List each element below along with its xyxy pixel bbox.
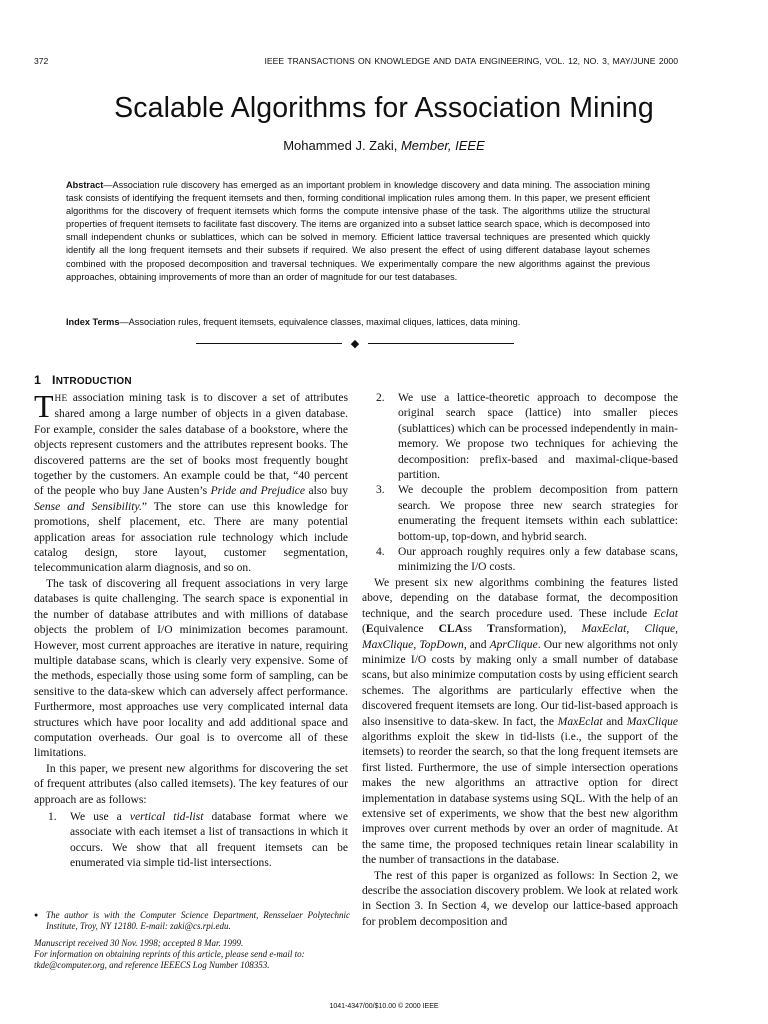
intro-text-c: ” The store can use this knowledge for promotions, shelf placement, etc. There are many potential application areas for association rule technology which include catalog design, store layout, customer segmentation, telecommunication alarm diagnosis, and so on.	[34, 500, 348, 575]
list-item-number: 4.	[376, 546, 385, 559]
section-number: 1	[34, 373, 42, 387]
sep-2: ,	[675, 623, 678, 636]
intro-paragraph-2: The task of discovering all frequent associations in very large databases is quite challenging. The search space is exponential in the number of database attributes and with millions of database objects the problem of I/O minimization becomes paramount. However, most current approaches are iterative in nature, requiring multiple database scans, which is clearly very expensive. Some of the methods, especially those using some form of sampling, can be sensitive to the data-skew which can adversely affect performance. Furthermore, most approaches use very complicated internal data structures which have poor locality and add additional space and computation overheads. Our goal is to overcome all of these limitations.	[34, 577, 348, 760]
index-terms-label: Index Terms	[66, 317, 120, 327]
list-item-number: 2.	[376, 392, 385, 404]
book-title-sense: Sense and Sensibility.	[34, 500, 142, 513]
list-item-number: 3.	[376, 484, 385, 497]
abstract-label: Abstract	[66, 180, 104, 190]
author-name: Mohammed J. Zaki,	[283, 138, 401, 153]
right-paragraph-2: The rest of this paper is organized as follows: In Section 2, we describe the association discovery problem. We look at related work in Section 3. In Section 4, we develop our lattice-based approach for problem decomposition and	[362, 869, 678, 928]
acronym-t: T	[487, 623, 495, 636]
sep-4: , and	[463, 638, 490, 651]
index-terms-text: —Association rules, frequent itemsets, equivalence classes, maximal cliques, lattices, data mining.	[119, 317, 521, 327]
algo-eclat: Eclat	[653, 607, 678, 620]
section-heading	[34, 373, 132, 387]
item4-text: Our approach roughly requires only a few database scans, minimizing the I/O costs.	[398, 546, 678, 574]
footnote-bullet-icon: ●	[34, 911, 39, 919]
page-number: 372	[34, 56, 49, 66]
list-item	[362, 391, 678, 483]
drop-cap: T	[34, 388, 54, 424]
algo-clique: Clique	[644, 623, 676, 636]
right-paragraph-1	[362, 576, 678, 869]
footnote	[34, 910, 350, 971]
book-title-pride: Pride and Prejudice	[210, 485, 306, 498]
intro-text-b: also buy	[305, 485, 348, 498]
algo-maxclique: MaxClique	[362, 638, 414, 651]
intro-text-a: association mining task is to discover a set of attributes shared among a large number of objects in a given database. For example, consider the sales database of a bookstore, where the objects represent customers and the attributes represent books. The discovered patterns are the set of books most frequently bought together by the customers. An example could be that, “40 percent of the people who buy Jane Austen’s	[34, 392, 348, 498]
acronym-rest-2: ss	[463, 623, 488, 636]
rp1-text-b: . Our new algorithms not only minimize I/O costs by making only a small number of database scans, but also minimize computation costs by using efficient search schemes. The algorithms are particularly effective when the discovered frequent itemsets are long. Our tid-list-based approach is also insensitive to data-skew. In fact, the	[362, 638, 678, 728]
feature-list-left	[34, 810, 348, 872]
algo-topdown: TopDown	[419, 638, 464, 651]
rp1-text-a: We present six new algorithms combining the features listed above, depending on the database format, the decomposition technique, and the search procedure used. These include	[362, 576, 678, 620]
algo-maxeclat-2: MaxEclat	[557, 715, 603, 728]
item1-italic: vertical tid-list	[129, 810, 204, 823]
divider-line-right	[368, 343, 514, 344]
algo-maxclique-2: MaxClique	[626, 715, 678, 728]
index-terms	[66, 317, 650, 327]
sep-3: ,	[413, 638, 420, 651]
footnote-author	[34, 910, 350, 933]
item1-text-a: We use a	[70, 810, 130, 823]
acronym-rest-3: ransformation),	[494, 623, 582, 636]
acronym-e: E	[365, 623, 374, 636]
divider-diamond-icon: ◆	[350, 337, 360, 350]
footnote-author-text: The author is with the Computer Science Department, Rensselaer Polytechnic Institute, Troy, NY 12180. E-mail: zaki@cs.rpi.edu.	[46, 910, 350, 932]
feature-list-right	[362, 391, 678, 576]
journal-info: IEEE TRANSACTIONS ON KNOWLEDGE AND DATA ENGINEERING, VOL. 12, NO. 3, MAY/JUNE 2000	[264, 56, 678, 66]
intro-paragraph-3: In this paper, we present new algorithms for discovering the set of frequent attributes (also called itemsets). The key features of our approach are as follows:	[34, 762, 348, 806]
intro-smallcaps: HE	[54, 394, 68, 404]
rp1-paren: (	[362, 623, 366, 636]
section-title-initial: I	[52, 373, 56, 387]
item1-text-b: database format where we associate with each itemset a list of transactions in which it occurs. We show that all frequent itemsets can be enumerated via simple tid-list intersections.	[70, 810, 348, 870]
list-item	[362, 483, 678, 545]
algo-maxeclat: MaxEclat	[581, 623, 627, 636]
section-divider	[196, 337, 514, 351]
footnote-manuscript: Manuscript received 30 Nov. 1998; accepted 8 Mar. 1999.	[34, 937, 244, 948]
abstract-text: —Association rule discovery has emerged as an important problem in knowledge discovery and data mining. The association mining task consists of identifying the frequent itemsets and then, forming conditional implication rules among them. In this paper, we present efficient algorithms for the discovery of frequent itemsets which forms the compute intensive phase of the task. The algorithms utilize the structural properties of frequent itemsets to facilitate fast discovery. The items are organized into a subset lattice search space, which is decomposed into small independent chunks or sublattices, which can be solved in memory. Efficient lattice traversal techniques are presented which quickly identify all the long frequent itemsets and their subsets if required. We also present the effect of using different database layout schemes combined with the proposed decomposition and traversal techniques. We experimentally compare the new algorithms against the previous approaches, obtaining improvements of more than an order of magnitude for our test databases.	[66, 180, 650, 282]
paper-title: Scalable Algorithms for Association Mining	[114, 92, 654, 124]
intro-paragraph-1	[34, 388, 348, 577]
right-column	[362, 391, 678, 930]
list-item	[362, 545, 678, 576]
author-affiliation: Member, IEEE	[400, 138, 485, 153]
acronym-cla: CLA	[438, 623, 464, 636]
sep-5: and	[602, 715, 627, 728]
rp1-text-c: algorithms exploit the skew in tid-lists (i.e., the support of the itemsets) to reorder the search, so that the long frequent itemsets are first listed. Furthermore, the use of simple intersection operations makes the new algorithms an attractive option for direct implementation in database systems using SQL. With the help of an extensive set of experiments, we show that the best new algorithm improves over current methods by over an order of magnitude. At the same time, the proposed techniques retain linear scalability in the number of transactions in the database.	[362, 730, 678, 867]
list-item-number: 1.	[48, 810, 57, 823]
item2-text: We use a lattice-theoretic approach to decompose the original search space (lattice) into smaller pieces (sublattices) which can be processed independently in main-memory. We propose two techniques for achieving the decomposition: prefix-based and maximal-clique-based partition.	[398, 392, 678, 482]
section-title-rest: NTRODUCTION	[55, 376, 132, 387]
divider-line-left	[196, 343, 342, 344]
acronym-rest-1: quivalence	[373, 623, 439, 636]
algo-aprclique: AprClique	[489, 638, 538, 651]
sep-1: ,	[626, 623, 645, 636]
author-line	[0, 138, 768, 153]
page-footer: 1041-4347/00/$10.00 © 2000 IEEE	[329, 1003, 439, 1010]
left-column	[34, 388, 348, 872]
list-item	[34, 810, 348, 872]
item3-text: We decouple the problem decomposition from pattern search. We propose three new search strategies for enumerating the frequent itemsets within each sublattice: bottom-up, top-down, and hybrid search.	[398, 484, 678, 543]
abstract	[66, 179, 650, 284]
footnote-reprints: For information on obtaining reprints of this article, please send e-mail to: tkde@computer.org, and reference IEEECS Log Number 108353.	[34, 948, 305, 971]
